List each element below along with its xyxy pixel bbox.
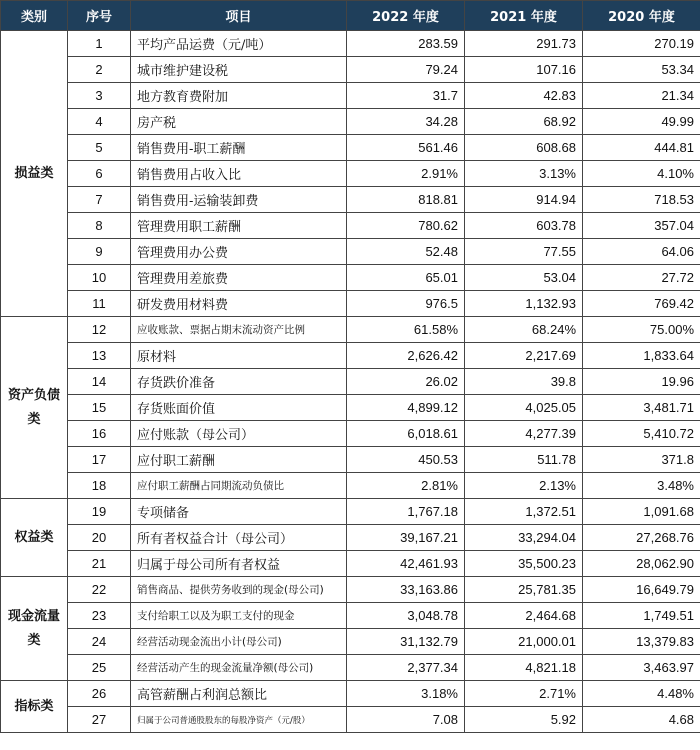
value-2021-cell: 25,781.35 [465,577,583,603]
item-name-cell: 存货跌价准备 [131,369,347,395]
table-row [1,31,700,57]
value-2022-cell: 42,461.93 [347,551,465,577]
value-2022-cell: 1,767.18 [347,499,465,525]
value-2021-cell: 53.04 [465,265,583,291]
value-2021-cell: 21,000.01 [465,629,583,655]
row-index-cell: 3 [68,83,131,109]
item-name-cell: 存货账面价值 [131,395,347,421]
table-row [1,629,700,655]
table-row [1,187,700,213]
row-index-cell: 12 [68,317,131,343]
value-2020-cell: 13,379.83 [583,629,700,655]
header-year-2020: 2020 年度 [583,1,700,31]
value-2022-cell: 65.01 [347,265,465,291]
item-name-cell: 管理费用差旅费 [131,265,347,291]
value-2020-cell: 357.04 [583,213,700,239]
value-2021-cell: 2,217.69 [465,343,583,369]
value-2021-cell: 608.68 [465,135,583,161]
value-2021-cell: 2,464.68 [465,603,583,629]
table-row [1,239,700,265]
value-2021-cell: 2.13% [465,473,583,499]
header-item: 项目 [131,1,347,31]
table-row [1,135,700,161]
row-index-cell: 9 [68,239,131,265]
value-2021-cell: 68.24% [465,317,583,343]
item-name-cell: 管理费用职工薪酬 [131,213,347,239]
value-2020-cell: 5,410.72 [583,421,700,447]
row-index-cell: 24 [68,629,131,655]
table-row [1,161,700,187]
item-name-cell: 高管薪酬占利润总额比 [131,681,347,707]
value-2021-cell: 107.16 [465,57,583,83]
row-index-cell: 16 [68,421,131,447]
row-index-cell: 22 [68,577,131,603]
table-row [1,525,700,551]
item-name-cell: 应付职工薪酬 [131,447,347,473]
value-2020-cell: 53.34 [583,57,700,83]
category-cell: 权益类 [1,499,68,577]
item-name-cell: 归属于公司普通股股东的每股净资产（元/股） [131,707,347,733]
table-row [1,291,700,317]
value-2022-cell: 4,899.12 [347,395,465,421]
row-index-cell: 18 [68,473,131,499]
category-cell: 指标类 [1,681,68,733]
table-row [1,343,700,369]
value-2021-cell: 603.78 [465,213,583,239]
value-2022-cell: 818.81 [347,187,465,213]
item-name-cell: 销售费用占收入比 [131,161,347,187]
value-2021-cell: 914.94 [465,187,583,213]
row-index-cell: 26 [68,681,131,707]
table-row [1,577,700,603]
value-2021-cell: 1,372.51 [465,499,583,525]
item-name-cell: 销售商品、提供劳务收到的现金(母公司) [131,577,347,603]
row-index-cell: 14 [68,369,131,395]
row-index-cell: 10 [68,265,131,291]
item-name-cell: 平均产品运费（元/吨） [131,31,347,57]
value-2021-cell: 511.78 [465,447,583,473]
value-2020-cell: 270.19 [583,31,700,57]
category-cell: 损益类 [1,31,68,317]
value-2020-cell: 4.68 [583,707,700,733]
value-2022-cell: 2,626.42 [347,343,465,369]
table-row [1,265,700,291]
value-2022-cell: 3.18% [347,681,465,707]
table-row [1,655,700,681]
item-name-cell: 地方教育费附加 [131,83,347,109]
table-row [1,57,700,83]
value-2022-cell: 3,048.78 [347,603,465,629]
value-2020-cell: 27,268.76 [583,525,700,551]
value-2022-cell: 34.28 [347,109,465,135]
item-name-cell: 归属于母公司所有者权益 [131,551,347,577]
table-row [1,421,700,447]
value-2021-cell: 33,294.04 [465,525,583,551]
value-2021-cell: 3.13% [465,161,583,187]
item-name-cell: 应收账款、票据占期末流动资产比例 [131,317,347,343]
item-name-cell: 房产税 [131,109,347,135]
value-2020-cell: 3.48% [583,473,700,499]
value-2021-cell: 68.92 [465,109,583,135]
row-index-cell: 2 [68,57,131,83]
value-2020-cell: 27.72 [583,265,700,291]
item-name-cell: 经营活动产生的现金流量净额(母公司) [131,655,347,681]
item-name-cell: 原材料 [131,343,347,369]
value-2021-cell: 4,025.05 [465,395,583,421]
value-2022-cell: 33,163.86 [347,577,465,603]
header-year-2022: 2022 年度 [347,1,465,31]
value-2021-cell: 2.71% [465,681,583,707]
value-2022-cell: 976.5 [347,291,465,317]
value-2020-cell: 21.34 [583,83,700,109]
value-2020-cell: 16,649.79 [583,577,700,603]
value-2020-cell: 64.06 [583,239,700,265]
table-row [1,551,700,577]
value-2020-cell: 4.10% [583,161,700,187]
value-2020-cell: 444.81 [583,135,700,161]
value-2022-cell: 31,132.79 [347,629,465,655]
row-index-cell: 5 [68,135,131,161]
value-2022-cell: 780.62 [347,213,465,239]
table-row [1,109,700,135]
row-index-cell: 6 [68,161,131,187]
category-cell: 资产负债类 [1,317,68,499]
value-2020-cell: 718.53 [583,187,700,213]
value-2022-cell: 2.81% [347,473,465,499]
item-name-cell: 城市维护建设税 [131,57,347,83]
value-2022-cell: 26.02 [347,369,465,395]
table-row [1,317,700,343]
row-index-cell: 25 [68,655,131,681]
row-index-cell: 7 [68,187,131,213]
value-2022-cell: 561.46 [347,135,465,161]
category-cell: 现金流量类 [1,577,68,681]
value-2022-cell: 283.59 [347,31,465,57]
value-2021-cell: 4,277.39 [465,421,583,447]
item-name-cell: 应付账款（母公司） [131,421,347,447]
value-2022-cell: 61.58% [347,317,465,343]
value-2020-cell: 1,833.64 [583,343,700,369]
value-2020-cell: 75.00% [583,317,700,343]
row-index-cell: 15 [68,395,131,421]
item-name-cell: 所有者权益合计（母公司） [131,525,347,551]
row-index-cell: 21 [68,551,131,577]
value-2021-cell: 42.83 [465,83,583,109]
value-2020-cell: 3,463.97 [583,655,700,681]
row-index-cell: 17 [68,447,131,473]
value-2020-cell: 49.99 [583,109,700,135]
row-index-cell: 27 [68,707,131,733]
value-2020-cell: 3,481.71 [583,395,700,421]
row-index-cell: 4 [68,109,131,135]
header-category: 类别 [1,1,68,31]
table-row [1,603,700,629]
row-index-cell: 11 [68,291,131,317]
value-2021-cell: 39.8 [465,369,583,395]
value-2022-cell: 52.48 [347,239,465,265]
item-name-cell: 管理费用办公费 [131,239,347,265]
table-row [1,499,700,525]
item-name-cell: 支付给职工以及为职工支付的现金 [131,603,347,629]
table-row [1,447,700,473]
value-2020-cell: 1,749.51 [583,603,700,629]
value-2022-cell: 6,018.61 [347,421,465,447]
table-row [1,395,700,421]
value-2022-cell: 2.91% [347,161,465,187]
value-2022-cell: 31.7 [347,83,465,109]
value-2020-cell: 769.42 [583,291,700,317]
value-2021-cell: 4,821.18 [465,655,583,681]
value-2021-cell: 5.92 [465,707,583,733]
value-2021-cell: 35,500.23 [465,551,583,577]
table-row [1,369,700,395]
row-index-cell: 23 [68,603,131,629]
value-2020-cell: 19.96 [583,369,700,395]
header-index: 序号 [68,1,131,31]
table-row [1,83,700,109]
value-2022-cell: 2,377.34 [347,655,465,681]
item-name-cell: 应付职工薪酬占同期流动负债比 [131,473,347,499]
item-name-cell: 销售费用-职工薪酬 [131,135,347,161]
row-index-cell: 20 [68,525,131,551]
value-2022-cell: 39,167.21 [347,525,465,551]
item-name-cell: 经营活动现金流出小计(母公司) [131,629,347,655]
value-2020-cell: 4.48% [583,681,700,707]
value-2022-cell: 79.24 [347,57,465,83]
value-2020-cell: 1,091.68 [583,499,700,525]
row-index-cell: 1 [68,31,131,57]
value-2020-cell: 371.8 [583,447,700,473]
header-year-2021: 2021 年度 [465,1,583,31]
row-index-cell: 8 [68,213,131,239]
item-name-cell: 研发费用材料费 [131,291,347,317]
value-2021-cell: 1,132.93 [465,291,583,317]
row-index-cell: 13 [68,343,131,369]
table-row [1,213,700,239]
table-row [1,473,700,499]
table-row [1,707,700,733]
value-2021-cell: 77.55 [465,239,583,265]
value-2020-cell: 28,062.90 [583,551,700,577]
value-2022-cell: 7.08 [347,707,465,733]
item-name-cell: 专项储备 [131,499,347,525]
table-row [1,681,700,707]
header-row [1,1,700,31]
value-2022-cell: 450.53 [347,447,465,473]
row-index-cell: 19 [68,499,131,525]
value-2021-cell: 291.73 [465,31,583,57]
table-body [1,31,700,733]
item-name-cell: 销售费用-运输装卸费 [131,187,347,213]
